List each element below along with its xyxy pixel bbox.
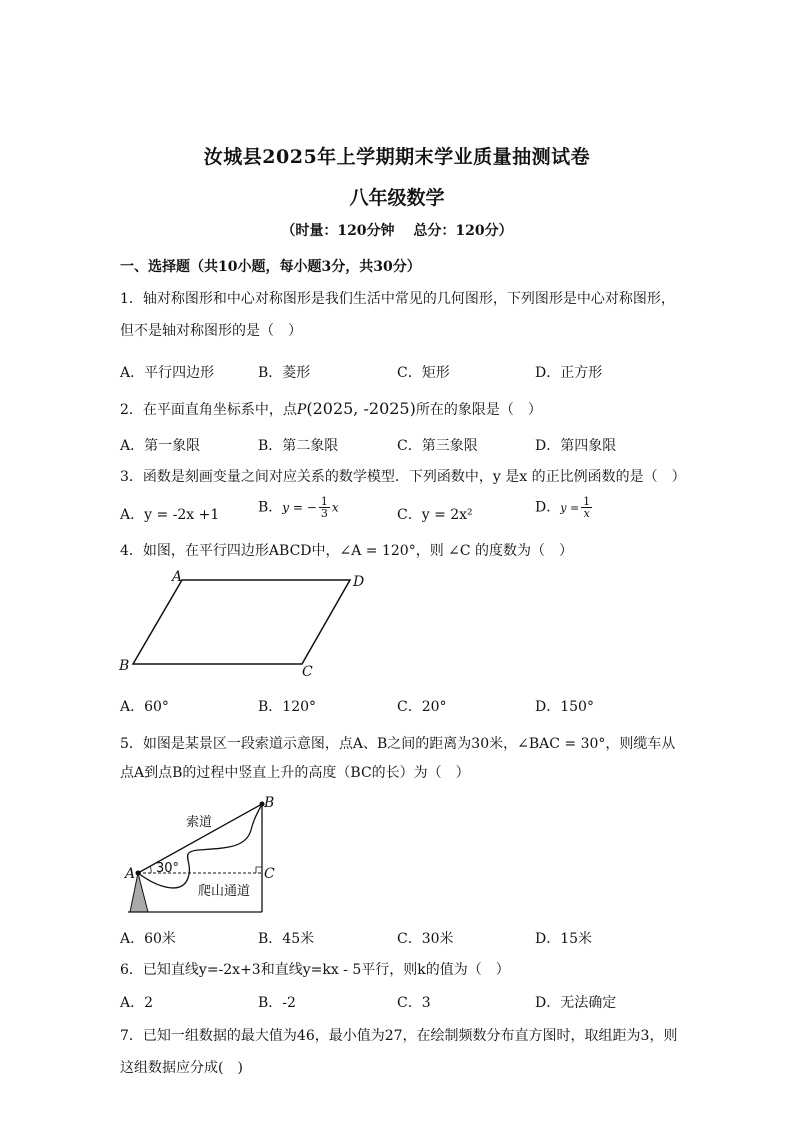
q3-option-b-lhs: y = − bbox=[282, 500, 317, 515]
q6-option-c[interactable]: C．3 bbox=[397, 995, 431, 1011]
vertex-b-label: B bbox=[119, 658, 130, 674]
q3-option-d-lhs: y = bbox=[560, 501, 580, 515]
q2-text-after: 所在的象限是（ ） bbox=[415, 402, 542, 418]
exam-title: 汝城县2025年上学期期末学业质量抽测试卷 bbox=[203, 146, 591, 168]
q1-option-b[interactable]: B．菱形 bbox=[258, 365, 311, 381]
q2-point: P bbox=[296, 402, 307, 418]
q4-text: 4．如图，在平行四边形ABCD中，∠A = 120°，则 ∠C 的度数为（ ） bbox=[120, 543, 574, 559]
vertex-d-label: D bbox=[353, 574, 365, 590]
cable-label: 索道 bbox=[186, 815, 213, 830]
q3-option-a[interactable]: A．y = -2x +1 bbox=[120, 507, 220, 523]
cableway-figure bbox=[123, 795, 275, 912]
q3-text: 3．函数是刻画变量之间对应关系的数学模型．下列函数中，y 是x 的正比例函数的是（ ） bbox=[120, 469, 686, 485]
q3-option-b-var: x bbox=[331, 500, 339, 515]
q7-text-line1: 7．已知一组数据的最大值为46，最小值为27，在绘制频数分布直方图时，取组距为3，则 bbox=[120, 1028, 678, 1044]
q5-option-a[interactable]: A．60米 bbox=[120, 931, 176, 947]
exam-subject: 八年级数学 bbox=[349, 187, 445, 209]
q2-coords: (2025, -2025) bbox=[306, 399, 416, 418]
section-title: 一、选择题（共10小题，每小题3分，共30分） bbox=[120, 259, 421, 275]
q2-text-before: 2．在平面直角坐标系中，点 bbox=[120, 402, 297, 418]
q3-option-b-prefix: B． bbox=[258, 499, 283, 516]
q5-text-line2: 点A到点B的过程中竖直上升的高度（BC的长）为（ ） bbox=[120, 765, 470, 781]
parallelogram-shape bbox=[133, 580, 350, 664]
q5-text-line1: 5．如图是某景区一段索道示意图，点A、B之间的距离为30米，∠BAC = 30°，则缆车从 bbox=[120, 736, 676, 752]
right-angle-mark bbox=[256, 867, 262, 873]
q5-option-c[interactable]: C．30米 bbox=[397, 931, 454, 947]
q4-option-d[interactable]: D．150° bbox=[535, 699, 594, 715]
q4-option-b[interactable]: B．120° bbox=[258, 699, 317, 715]
fraction-denominator: x bbox=[583, 507, 590, 520]
q3-option-d-prefix: D． bbox=[535, 499, 561, 516]
q3-option-c[interactable]: C．y = 2x² bbox=[397, 507, 473, 523]
angle-label: 30° bbox=[156, 861, 180, 876]
vertex-c-label: C bbox=[302, 664, 313, 680]
q2-option-d[interactable]: D．第四象限 bbox=[535, 438, 617, 454]
q6-option-a[interactable]: A．2 bbox=[120, 995, 154, 1011]
fraction-denominator: 3 bbox=[320, 507, 328, 520]
q7-text-line2: 这组数据应分成( ) bbox=[120, 1060, 243, 1076]
q1-option-a[interactable]: A．平行四边形 bbox=[120, 365, 215, 381]
fraction-numerator: 1 bbox=[583, 495, 591, 508]
point-c-label: C bbox=[264, 866, 275, 882]
q6-text: 6．已知直线y=-2x+3和直线y=kx - 5平行，则k的值为（ ） bbox=[120, 962, 510, 978]
angle-arc bbox=[150, 866, 151, 873]
q4-option-a[interactable]: A．60° bbox=[120, 699, 169, 715]
q6-option-b[interactable]: B．-2 bbox=[258, 995, 296, 1011]
point-a-label: A bbox=[125, 866, 136, 882]
q2-option-b[interactable]: B．第二象限 bbox=[258, 438, 339, 454]
point-a-dot bbox=[136, 871, 141, 876]
exam-meta: （时量：120分钟 总分：120分） bbox=[281, 223, 513, 239]
q6-option-d[interactable]: D．无法确定 bbox=[535, 995, 617, 1011]
point-b-label: B bbox=[264, 795, 275, 811]
q5-option-d[interactable]: D．15米 bbox=[535, 931, 593, 947]
vertex-a-label: A bbox=[172, 569, 183, 585]
path-label: 爬山通道 bbox=[198, 884, 251, 899]
q4-option-c[interactable]: C．20° bbox=[397, 699, 447, 715]
q2-option-a[interactable]: A．第一象限 bbox=[120, 438, 201, 454]
q2-option-c[interactable]: C．第三象限 bbox=[397, 438, 478, 454]
q1-option-d[interactable]: D．正方形 bbox=[535, 365, 603, 381]
q5-option-b[interactable]: B．45米 bbox=[258, 931, 315, 947]
fraction-numerator: 1 bbox=[320, 495, 328, 508]
q1-text-line2: 但不是轴对称图形的是（ ） bbox=[120, 323, 302, 339]
q1-option-c[interactable]: C．矩形 bbox=[397, 365, 450, 381]
q1-text-line1: 1．轴对称图形和中心对称图形是我们生活中常见的几何图形，下列图形是中心对称图形， bbox=[120, 291, 675, 307]
